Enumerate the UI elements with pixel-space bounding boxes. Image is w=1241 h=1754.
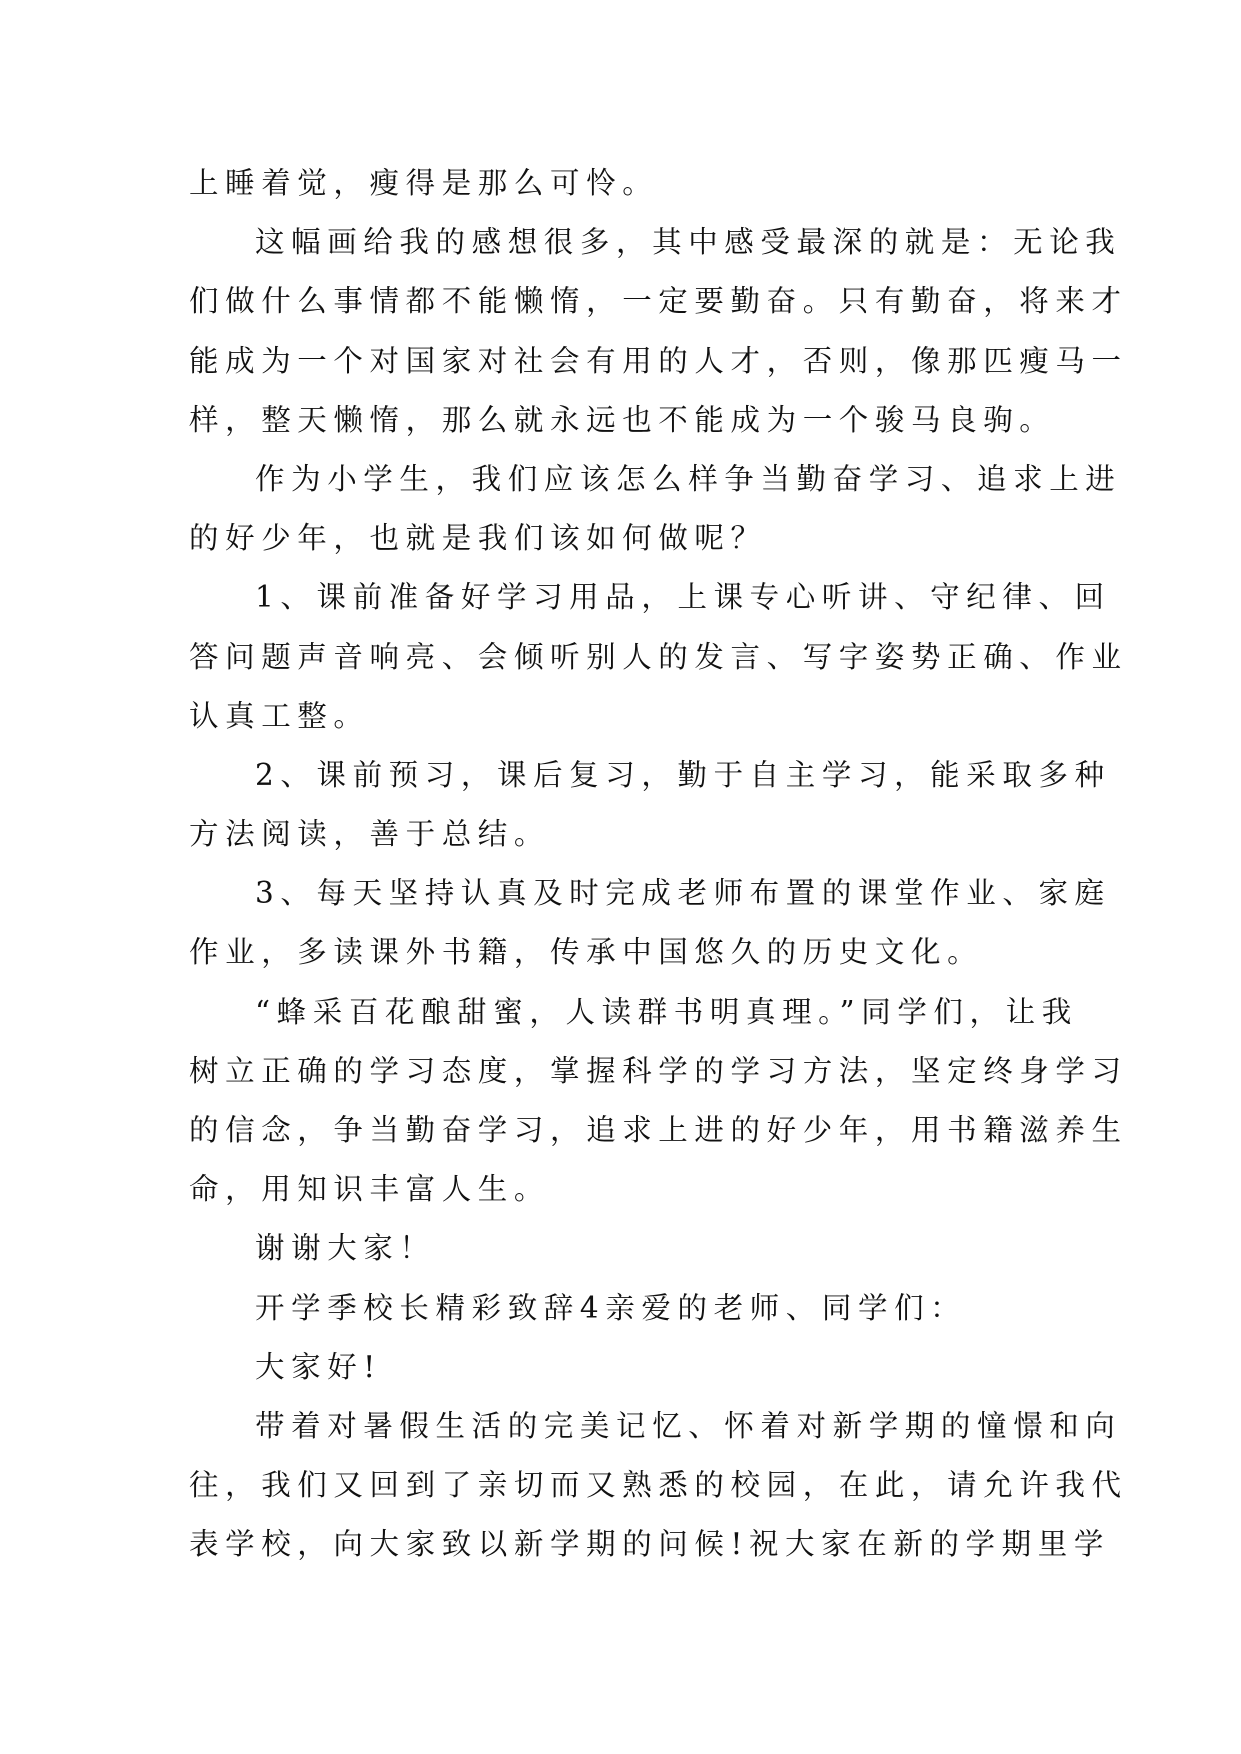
text-line: 作业，多读课外书籍，传承中国悠久的历史文化。 — [189, 935, 984, 970]
text-line: 样，整天懒惰，那么就永远也不能成为一个骏马良驹。 — [189, 402, 1056, 437]
text-line: 表学校，向大家致以新学期的问候!祝大家在新的学期里学 — [189, 1527, 1110, 1562]
text-line: 们做什么事情都不能懒惰，一定要勤奋。只有勤奋，将来才 — [189, 284, 1128, 319]
text-line: 认真工整。 — [189, 698, 370, 733]
text-line: 1、课前准备好学习用品，上课专心听讲、守纪律、回 — [255, 580, 1111, 615]
text-line: 谢谢大家！ — [255, 1231, 436, 1266]
text-line: 方法阅读，善于总结。 — [189, 817, 551, 852]
text-line: 开学季校长精彩致辞4亲爱的老师、同学们： — [255, 1290, 967, 1325]
text-line: 大家好! — [255, 1349, 382, 1384]
text-line: 的好少年，也就是我们该如何做呢？ — [189, 521, 767, 556]
text-line: 上睡着觉，瘦得是那么可怜。 — [189, 166, 659, 200]
text-line: 作为小学生，我们应该怎么样争当勤奋学习、追求上进 — [255, 461, 1122, 496]
document-body — [189, 154, 1128, 1575]
text-line: 命，用知识丰富人生。 — [189, 1172, 551, 1207]
text-line: 这幅画给我的感想很多，其中感受最深的就是：无论我 — [255, 225, 1122, 260]
text-line: 的信念，争当勤奋学习，追求上进的好少年，用书籍滋养生 — [189, 1113, 1128, 1147]
text-line: 能成为一个对国家对社会有用的人才，否则，像那匹瘦马一 — [189, 343, 1128, 378]
text-line: 树立正确的学习态度，掌握科学的学习方法，坚定终身学习 — [189, 1053, 1128, 1088]
text-line: “蜂采百花酿甜蜜，人读群书明真理。”同学们，让我 — [255, 994, 1078, 1029]
text-line: 往，我们又回到了亲切而又熟悉的校园，在此，请允许我代 — [189, 1468, 1128, 1503]
text-line: 答问题声音响亮、会倾听别人的发言、写字姿势正确、作业 — [189, 639, 1128, 674]
text-line: 3、每天坚持认真及时完成老师布置的课堂作业、家庭 — [255, 876, 1111, 911]
text-line: 2、课前预习，课后复习，勤于自主学习，能采取多种 — [255, 757, 1111, 792]
text-line: 带着对暑假生活的完美记忆、怀着对新学期的憧憬和向 — [255, 1408, 1122, 1443]
